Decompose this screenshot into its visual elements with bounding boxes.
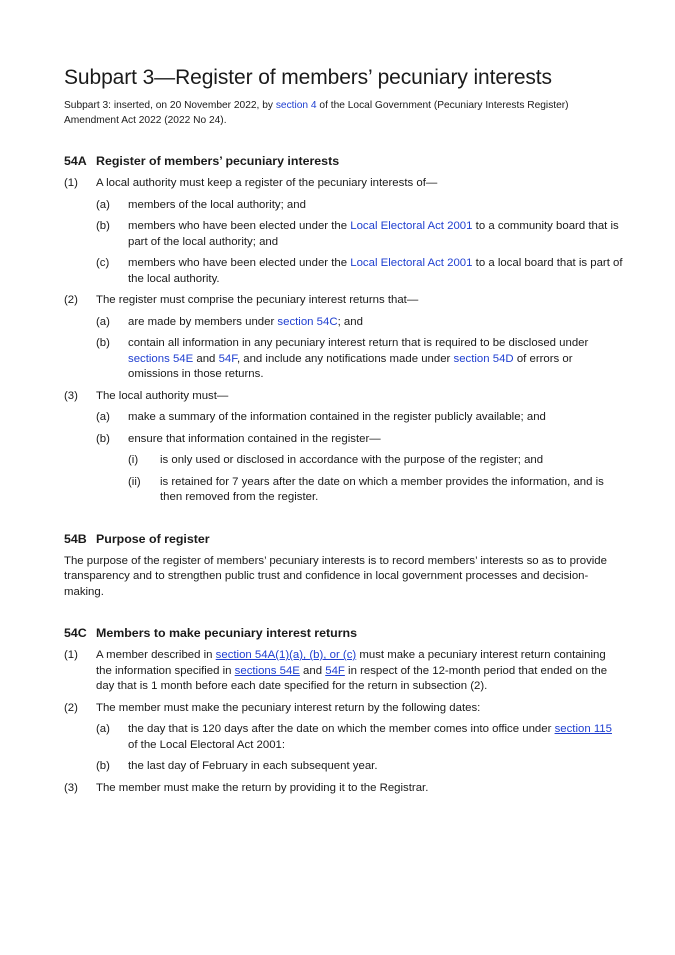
subparagraph <box>128 475 624 506</box>
text: are made by members under <box>128 315 278 328</box>
label: (1) <box>64 177 78 189</box>
section-54B <box>64 530 624 601</box>
note-text-end: of the Local Government (Pecuniary Interests Register) Amendment Act 2022 (2022 No 24). <box>64 100 569 126</box>
paragraph <box>96 432 624 448</box>
text: A local authority must keep a register of the pecuniary interests of— <box>96 177 438 189</box>
paragraph <box>96 722 624 753</box>
text: members of the local authority; and <box>128 198 306 211</box>
label: (i) <box>128 454 139 466</box>
text: and <box>299 664 326 677</box>
link-54F[interactable]: 54F <box>325 664 345 677</box>
subsection <box>64 648 624 695</box>
label: (3) <box>64 781 78 794</box>
section-54C <box>64 624 624 796</box>
text: is only used or disclosed in accordance with the purpose of the register; and <box>160 454 544 466</box>
note-text: Subpart 3: inserted, on 20 November 2022, by <box>64 100 276 111</box>
link-sections-54E[interactable]: sections 54E <box>234 664 300 677</box>
text: to a community board that is part of the local authority; and <box>128 220 619 248</box>
paragraph <box>96 336 624 383</box>
label: (b) <box>96 220 110 232</box>
text: ensure that information contained in the register— <box>128 432 381 445</box>
text: ; and <box>337 315 363 328</box>
link-local-electoral-act[interactable]: Local Electoral Act 2001 <box>350 257 473 269</box>
label: (3) <box>64 389 78 402</box>
section-number: 54C <box>64 626 87 640</box>
paragraph <box>96 410 624 426</box>
text: A member described in <box>96 649 216 661</box>
text: the last day of February in each subsequent year. <box>128 760 378 772</box>
note-link-section-4[interactable]: section 4 <box>275 100 317 111</box>
section-heading <box>64 152 624 170</box>
text: make a summary of the information contained in the register publicly available; and <box>128 411 546 423</box>
text: must make a pecuniary interest return containing the information specified in <box>96 649 606 677</box>
subsection <box>64 701 624 717</box>
text: members who have been elected under the <box>128 257 351 269</box>
label: (2) <box>64 294 78 306</box>
section-heading <box>64 530 624 548</box>
text: in respect of the 12-month period that ended on the day that is 1 month before each date specified for the return in subsection (2). <box>96 664 608 692</box>
paragraph <box>96 315 624 331</box>
section-title: Purpose of register <box>96 531 210 546</box>
label: (1) <box>64 649 78 661</box>
text: , and include any notifications made under <box>236 352 454 365</box>
text: contain all information in any pecuniary interest return that is required to be disclosed under <box>128 337 589 349</box>
label: (b) <box>96 432 110 445</box>
text: The local authority must— <box>96 389 229 402</box>
history-note <box>64 98 624 128</box>
text: to a local board that is part of the local authority. <box>128 257 623 285</box>
section-body: The purpose of the register of members’ pecuniary interests is to record members’ interests so as to provide transparency and to strengthen public trust and confidence in local government processes and decision-making. <box>64 554 607 598</box>
label: (2) <box>64 701 78 714</box>
link-section-115[interactable]: section 115 <box>554 723 612 735</box>
subsection <box>64 781 624 797</box>
label: (b) <box>96 760 110 772</box>
section-title: Register of members’ pecuniary interests <box>96 154 340 168</box>
label: (a) <box>96 411 110 423</box>
text: and <box>193 352 219 365</box>
label: (a) <box>96 198 110 211</box>
link-sections-54E[interactable]: sections 54E <box>128 352 194 365</box>
text: The register must comprise the pecuniary interest returns that— <box>96 294 419 306</box>
subsection <box>64 176 624 192</box>
section-number: 54B <box>64 531 87 546</box>
label: (a) <box>96 315 110 328</box>
label: (c) <box>96 257 110 269</box>
section-54A <box>64 152 624 506</box>
text: the day that is 120 days after the date on which the member comes into office under <box>128 723 555 735</box>
paragraph <box>96 759 624 775</box>
subsection <box>64 293 624 309</box>
link-local-electoral-act[interactable]: Local Electoral Act 2001 <box>350 220 473 232</box>
text: of the Local Electoral Act 2001: <box>128 738 286 751</box>
text: of errors or omissions in those returns. <box>128 352 573 380</box>
link-54F[interactable]: 54F <box>218 352 237 365</box>
link-section-54C[interactable]: section 54C <box>277 315 338 328</box>
label: (ii) <box>128 475 141 488</box>
text: is retained for 7 years after the date on which a member provides the information, and is then removed from the register. <box>160 475 604 503</box>
label: (a) <box>96 723 110 735</box>
text: The member must make the return by providing it to the Registrar. <box>96 781 429 794</box>
link-section-54A-1[interactable]: section 54A(1)(a), (b), or (c) <box>215 649 357 661</box>
page-title: Subpart 3—Register of members’ pecuniary interests <box>64 66 552 89</box>
paragraph <box>96 256 624 287</box>
paragraph <box>96 198 624 214</box>
paragraph <box>96 219 624 250</box>
section-number: 54A <box>64 154 87 168</box>
subsection <box>64 389 624 405</box>
document-page <box>64 64 624 802</box>
section-title: Members to make pecuniary interest returns <box>96 626 357 640</box>
link-section-54D[interactable]: section 54D <box>453 352 514 365</box>
section-heading <box>64 624 624 642</box>
text: The member must make the pecuniary interest return by the following dates: <box>96 701 481 714</box>
label: (b) <box>96 337 110 349</box>
subparagraph <box>128 453 624 469</box>
text: members who have been elected under the <box>128 220 351 232</box>
